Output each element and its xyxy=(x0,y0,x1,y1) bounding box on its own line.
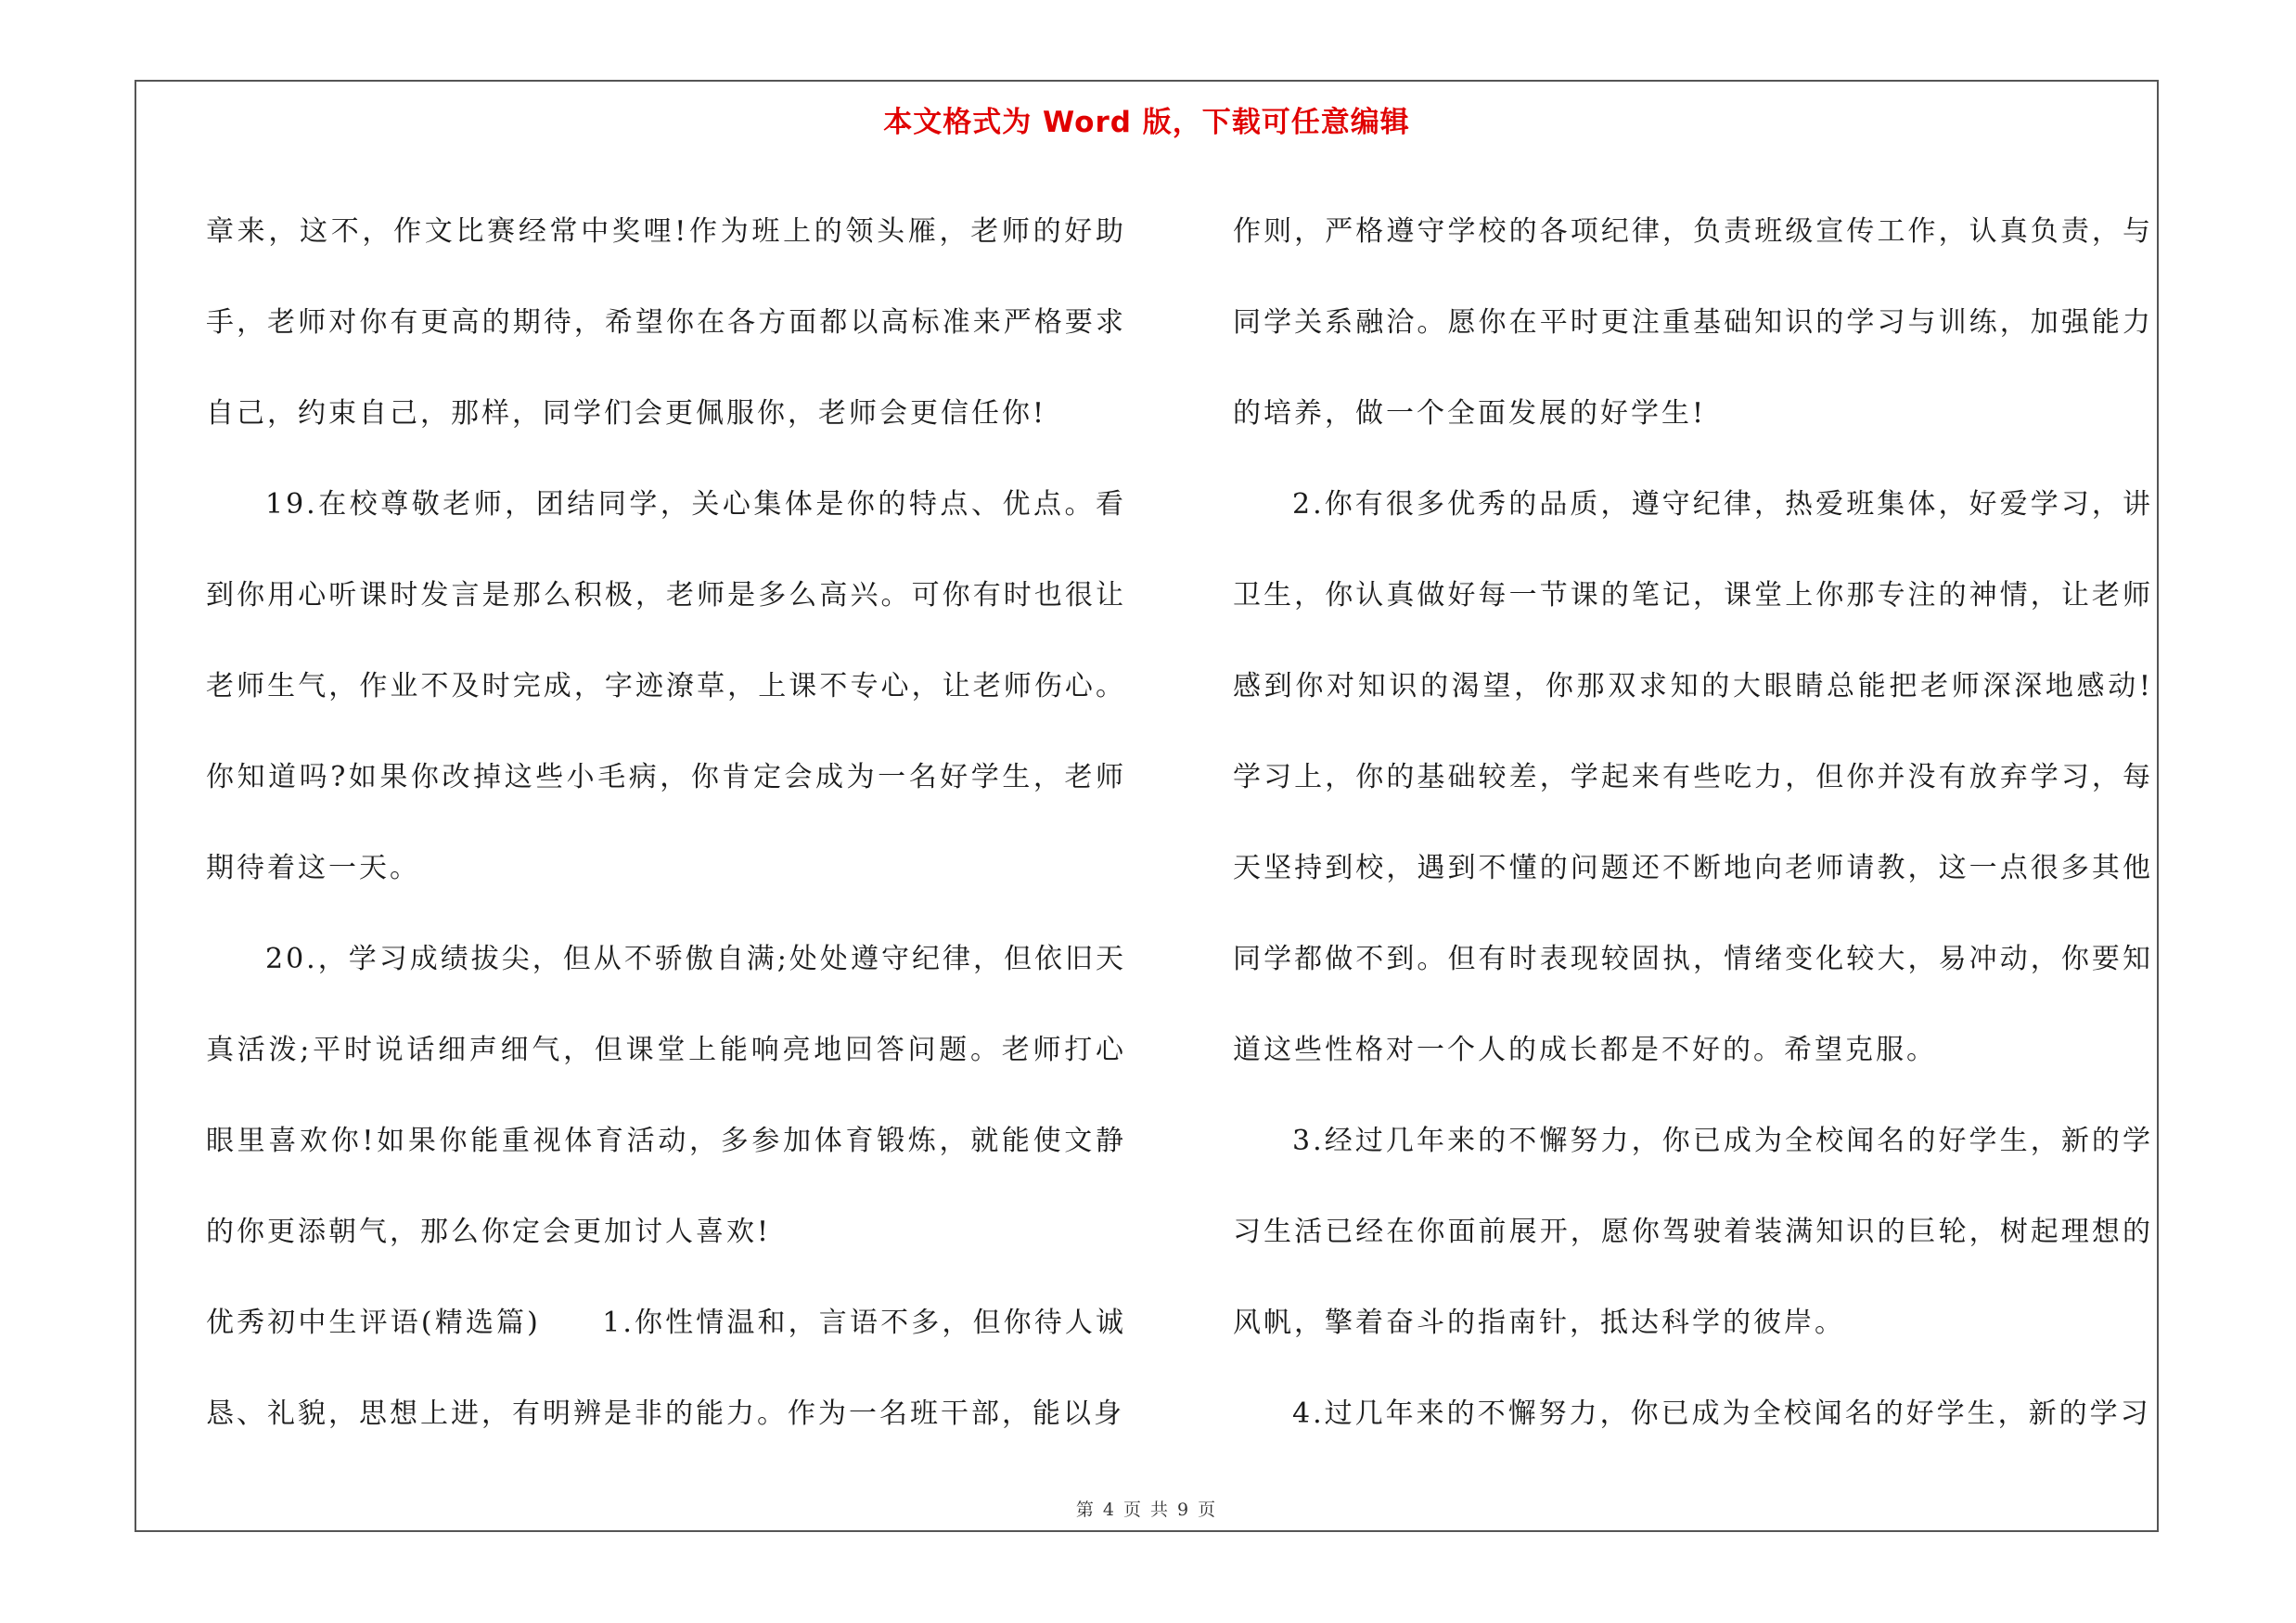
page-frame xyxy=(135,80,2159,1532)
paragraph: 作则，严格遵守学校的各项纪律，负责班级宣传工作，认真负责，与同学关系融洽。愿你在平时更注重基础知识的学习与训练，加强能力的培养，做一个全面发展的好学生! xyxy=(1233,215,2153,430)
paragraph: 章来，这不，作文比赛经常中奖哩!作为班上的领头雁，老师的好助手，老师对你有更高的期待，希望你在各方面都以高标准来严格要求自己，约束自己，那样，同学们会更佩服你，老师会更信任你! xyxy=(206,215,1126,430)
paragraph: 4.过几年来的不懈努力，你已成为全校闻名的好学生，新的学习 xyxy=(1292,1398,2151,1430)
paragraph: 2.你有很多优秀的品质，遵守纪律，热爱班集体，好爱学习，讲卫生，你认真做好每一节课的笔记，课堂上你那专注的神情，让老师感到你对知识的渴望，你那双求知的大眼睛总能把老师深深地感动!学习上，你的基础较差，学起来有些吃力，但你并没有放弃学习，每天坚持到校，遇到不懂的问题还不断地向老师请教，这一点很多其他同学都做不到。但有时表现较固执，情绪变化较大，易冲动，你要知道这些性格对一个人的成长都是不好的。希望克服。 xyxy=(1233,488,2153,1066)
right-column xyxy=(1233,187,2153,1460)
page-number-footer: 第 4 页 共 9 页 xyxy=(1075,1500,1218,1520)
format-notice-banner: 本文格式为 Word 版，下载可任意编辑 xyxy=(883,106,1410,139)
paragraph: 优秀初中生评语(精选篇) 1.你性情温和，言语不多，但你待人诚恳、礼貌，思想上进，有明辨是非的能力。作为一名班干部，能以身 xyxy=(206,1307,1126,1430)
paragraph: 19.在校尊敬老师，团结同学，关心集体是你的特点、优点。看到你用心听课时发言是那么积极，老师是多么高兴。可你有时也很让老师生气，作业不及时完成，字迹潦草，上课不专心，让老师伤心。你知道吗?如果你改掉这些小毛病，你肯定会成为一名好学生，老师期待着这一天。 xyxy=(206,488,1126,884)
paragraph: 20.，学习成绩拔尖，但从不骄傲自满;处处遵守纪律，但依旧天真活泼;平时说话细声细气，但课堂上能响亮地回答问题。老师打心眼里喜欢你!如果你能重视体育活动，多参加体育锻炼，就能使文静的你更添朝气，那么你定会更加讨人喜欢! xyxy=(206,943,1126,1248)
left-column xyxy=(206,187,1126,1460)
paragraph: 3.经过几年来的不懈努力，你已成为全校闻名的好学生，新的学习生活已经在你面前展开，愿你驾驶着装满知识的巨轮，树起理想的风帆，擎着奋斗的指南针，抵达科学的彼岸。 xyxy=(1233,1125,2153,1339)
